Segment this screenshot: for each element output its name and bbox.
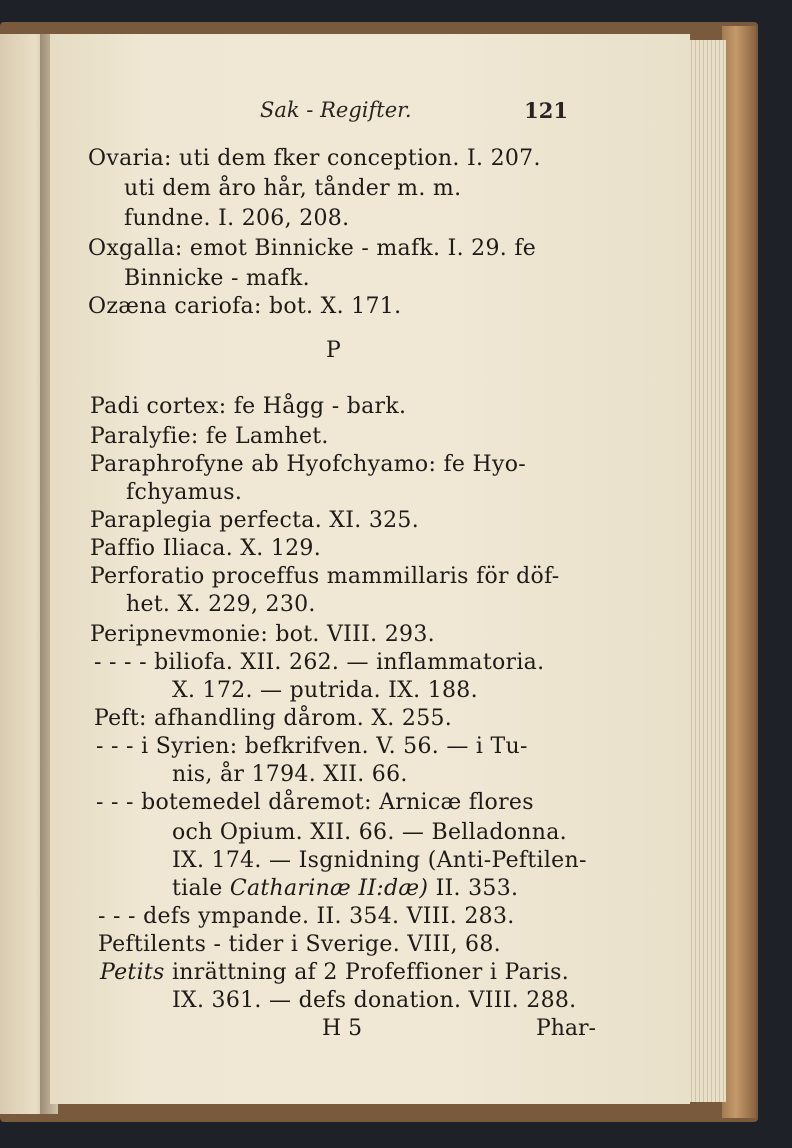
catchword: Phar- xyxy=(535,1016,596,1041)
page-number: 121 xyxy=(524,98,568,123)
catch-line xyxy=(322,1016,596,1046)
entry-line: Perforatio proceffus mammillaris för döf- xyxy=(90,564,560,589)
entry-line: - - - - biliofa. XII. 262. — inflammatoria. xyxy=(94,650,545,675)
entry-line: Binnicke - mafk. xyxy=(124,266,310,291)
entry-line-part: II. 353. xyxy=(435,876,519,901)
entry-line: fundne. I. 206, 208. xyxy=(124,206,350,231)
entry-line: Paralyfie: fe Lamhet. xyxy=(90,424,329,449)
entry-line: uti dem åro hår, tånder m. m. xyxy=(124,176,462,201)
entry-line: - - - botemedel dåremot: Arnicæ flores xyxy=(96,790,534,815)
entry-line: Peftilents - tider i Sverige. VIII, 68. xyxy=(98,932,501,957)
entry-line: Padi cortex: fe Hågg - bark. xyxy=(90,394,407,419)
entry-line: het. X. 229, 230. xyxy=(126,592,316,617)
entry-line: och Opium. XII. 66. — Belladonna. xyxy=(172,820,567,845)
entry-line: nis, år 1794. XII. 66. xyxy=(172,762,408,787)
entry-line: Paraplegia perfecta. XI. 325. xyxy=(90,508,419,533)
entry-line: - - - i Syrien: befkrifven. V. 56. — i Tu- xyxy=(96,734,528,759)
running-title: Sak - Regifter. xyxy=(260,98,412,122)
entry-line: IX. 361. — defs donation. VIII. 288. xyxy=(172,988,577,1013)
section-letter: P xyxy=(326,338,341,363)
entry-line: Paraphrofyne ab Hyofchyamo: fe Hyo- xyxy=(90,452,527,477)
entry-line-italic: Catharinæ II:dæ) xyxy=(229,876,429,901)
entry-line-italic: Petits xyxy=(100,960,165,985)
signature-mark: H 5 xyxy=(322,1016,363,1041)
entry-line: X. 172. — putrida. IX. 188. xyxy=(172,678,478,703)
entry-line-part: inrättning af 2 Profeffioner i Paris. xyxy=(171,960,570,985)
entry-line: Peripnevmonie: bot. VIII. 293. xyxy=(90,622,435,647)
entry-line: Ozæna cariofa: bot. X. 171. xyxy=(88,294,402,319)
entry-line: Ovaria: uti dem fker conception. I. 207. xyxy=(88,146,541,171)
entry-line xyxy=(172,876,518,901)
entry-line: Peft: afhandling dårom. X. 255. xyxy=(94,706,453,731)
entry-line-part: tiale xyxy=(172,876,223,901)
entry-line: - - - defs ympande. II. 354. VIII. 283. xyxy=(98,904,515,929)
entry-line: fchyamus. xyxy=(126,480,243,505)
entry-line xyxy=(100,960,569,985)
entry-line: Paffio Iliaca. X. 129. xyxy=(90,536,322,561)
entry-line: Oxgalla: emot Binnicke - mafk. I. 29. fe xyxy=(88,236,537,261)
entry-line: IX. 174. — Isgnidning (Anti-Peftilen- xyxy=(172,848,587,873)
